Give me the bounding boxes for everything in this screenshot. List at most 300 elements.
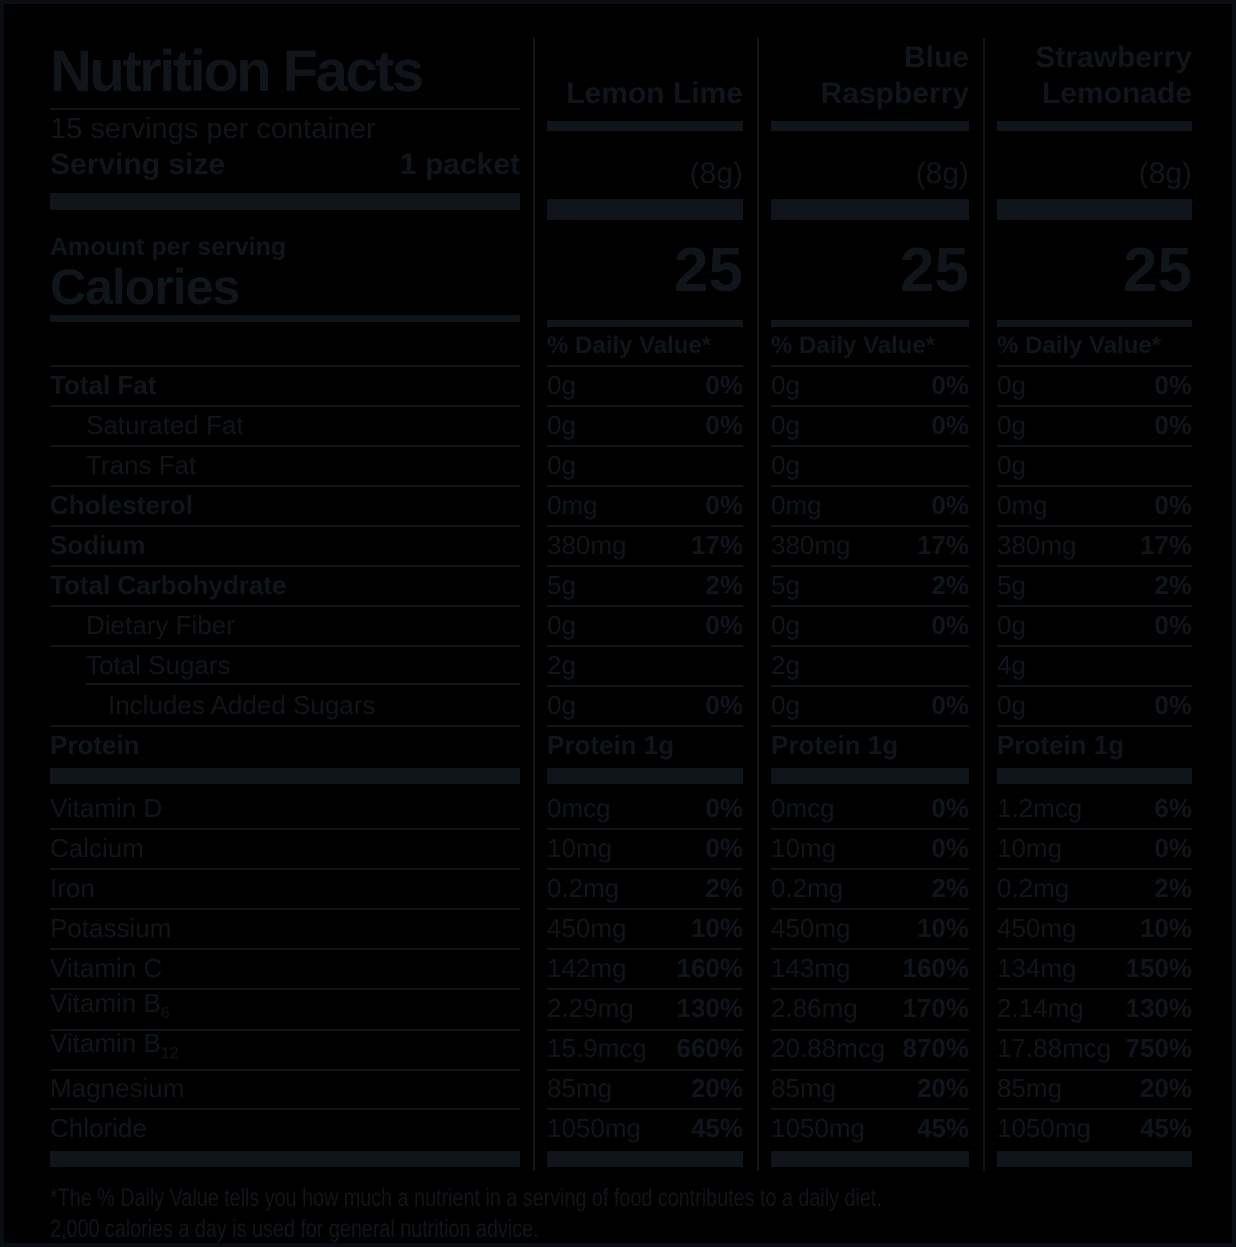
nutrient-label-wrap <box>50 605 520 647</box>
nutrient-value-wrap <box>997 485 1192 527</box>
nutrient-amount: 0mg <box>547 489 598 520</box>
nutrient-value-wrap <box>997 1108 1192 1148</box>
nutrient-amount: 0.2mg <box>771 872 844 903</box>
nutrient-value-cell <box>533 1068 757 1108</box>
nutrient-daily-value: 45% <box>916 1112 969 1143</box>
nutrient-value-wrap <box>547 485 743 527</box>
nutrient-value-cell <box>757 868 983 908</box>
nutrient-value-cell <box>983 828 1192 868</box>
nutrient-row <box>50 788 1192 828</box>
nutrient-label-wrap <box>50 485 520 527</box>
nutrient-label-cell <box>50 868 533 908</box>
nutrient-amount: 142mg <box>547 952 627 983</box>
nutrient-label-wrap <box>50 405 520 447</box>
nutrient-daily-value: 17% <box>916 529 969 560</box>
nutrient-amount: 17.88mcg <box>997 1033 1112 1064</box>
nutrient-row <box>50 828 1192 868</box>
nutrient-amount: 0mcg <box>547 792 611 823</box>
thick-bar <box>547 199 743 220</box>
calories-cell <box>757 226 983 327</box>
nutrient-label-cell <box>50 685 533 725</box>
nutrient-daily-value: 17% <box>690 529 743 560</box>
nutrient-label: Trans Fat <box>86 450 197 480</box>
servings-per-container: 15 servings per container <box>50 113 376 145</box>
nutrient-amount: 450mg <box>771 912 851 943</box>
nutrient-value-cell <box>983 405 1192 445</box>
nutrient-amount: 0g <box>547 409 576 440</box>
nutrient-value-wrap <box>771 485 969 527</box>
nutrient-label-cell <box>50 485 533 525</box>
nutrient-row <box>50 948 1192 988</box>
nutrient-daily-value: 0% <box>931 489 969 520</box>
nutrient-value-wrap <box>997 725 1192 765</box>
nutrient-amount: 0g <box>997 449 1026 480</box>
nutrient-value-wrap <box>547 988 743 1031</box>
flavor-column-strawberry-lemonade <box>983 38 1192 226</box>
nutrient-value-cell <box>757 605 983 645</box>
nutrient-value-wrap <box>547 685 743 727</box>
nutrient-label-wrap <box>50 908 520 950</box>
nutrient-value-cell <box>533 828 757 868</box>
nutrient-label: Total Sugars <box>86 650 231 680</box>
nutrient-daily-value: 750% <box>1125 1033 1192 1064</box>
nutrient-row <box>50 908 1192 948</box>
nutrient-label-wrap <box>50 685 520 727</box>
nutrient-daily-value: 0% <box>1154 689 1192 720</box>
nutrient-value-cell <box>533 605 757 645</box>
nutrient-value-cell <box>983 868 1192 908</box>
nutrient-amount: 10mg <box>547 832 613 863</box>
calories-bar <box>771 320 969 327</box>
nutrient-value-wrap <box>771 685 969 727</box>
nutrient-amount: Protein 1g <box>997 729 1125 760</box>
nutrient-value-cell <box>983 788 1192 828</box>
flavor-name: Strawberry Lemonade <box>1035 41 1192 110</box>
nutrient-value-cell <box>983 525 1192 565</box>
nutrient-value-wrap <box>771 1028 969 1071</box>
nutrient-amount: 2.29mg <box>547 993 634 1024</box>
nutrient-value-cell <box>757 988 983 1029</box>
nutrient-value-wrap <box>547 868 743 910</box>
flavor-column-lemon-lime <box>533 38 757 226</box>
daily-value-header-row <box>50 327 1192 365</box>
nutrient-label: Vitamin C <box>50 953 163 983</box>
nutrient-value-cell <box>983 948 1192 988</box>
thick-bar <box>771 768 969 784</box>
serving-weight: (8g) <box>915 157 969 190</box>
nutrient-value-wrap <box>771 988 969 1031</box>
nutrient-amount: 2.14mg <box>997 993 1084 1024</box>
nutrient-amount: 5g <box>771 569 800 600</box>
nutrient-amount: 0g <box>771 689 800 720</box>
nutrient-label-wrap <box>50 828 520 870</box>
flavor-name-bar <box>997 121 1192 131</box>
nutrient-value-cell <box>983 645 1192 685</box>
nutrient-value-wrap <box>547 828 743 870</box>
footnote <box>50 1183 952 1245</box>
nutrient-value-cell <box>533 868 757 908</box>
nutrient-amount: 2.86mg <box>771 993 858 1024</box>
nutrient-value-wrap <box>547 1068 743 1110</box>
nutrient-value-cell <box>533 485 757 525</box>
nutrient-label-wrap <box>50 988 520 1031</box>
thick-bar <box>997 199 1192 220</box>
separator-cell <box>983 765 1192 788</box>
nutrient-daily-value: 2% <box>1154 872 1192 903</box>
nutrient-daily-value: 0% <box>1154 489 1192 520</box>
serving-size-row <box>50 147 520 183</box>
serving-weight: (8g) <box>1138 157 1192 190</box>
nutrient-value-wrap <box>997 828 1192 870</box>
nutrient-amount: 0mg <box>997 489 1048 520</box>
calories-bar <box>50 315 520 322</box>
nutrient-value-cell <box>533 565 757 605</box>
nutrient-value-cell <box>983 725 1192 765</box>
nutrient-daily-value: 0% <box>1154 609 1192 640</box>
separator-cell <box>50 1148 533 1171</box>
flavor-name-bar <box>547 121 743 131</box>
nutrient-label-wrap <box>50 365 520 407</box>
separator-cell <box>983 1148 1192 1171</box>
nutrient-amount: 0.2mg <box>997 872 1070 903</box>
nutrient-label: Total Fat <box>50 370 157 400</box>
thick-bar <box>50 768 520 784</box>
nutrient-value-cell <box>757 445 983 485</box>
section-separator <box>50 765 1192 788</box>
nutrient-value-cell <box>983 1028 1192 1069</box>
nutrient-amount: 5g <box>547 569 576 600</box>
daily-value-spacer <box>50 327 533 365</box>
nutrient-row <box>50 988 1192 1028</box>
nutrient-row <box>50 445 1192 485</box>
nutrient-label-cell <box>50 525 533 565</box>
nutrient-row <box>50 725 1192 765</box>
nutrient-label-wrap <box>50 565 520 607</box>
nutrient-amount: 0g <box>997 689 1026 720</box>
serving-weight: (8g) <box>689 157 743 190</box>
nutrient-amount: 1050mg <box>547 1112 641 1143</box>
nutrient-value-wrap <box>997 565 1192 607</box>
nutrient-label-cell <box>50 365 533 405</box>
nutrient-value-wrap <box>547 1028 743 1071</box>
nutrient-daily-value: 160% <box>902 952 969 983</box>
calories-value: 25 <box>1123 236 1192 305</box>
nutrient-daily-value: 160% <box>676 952 743 983</box>
nutrient-row <box>50 605 1192 645</box>
nutrient-value-cell <box>533 645 757 685</box>
nutrient-amount: 0g <box>997 609 1026 640</box>
flavor-name-bar <box>771 121 969 131</box>
thick-bar <box>997 768 1192 784</box>
nutrient-value-cell <box>983 1068 1192 1108</box>
nutrient-amount: 143mg <box>771 952 851 983</box>
nutrient-value-cell <box>757 725 983 765</box>
calories-bar <box>997 320 1192 327</box>
nutrient-value-cell <box>533 988 757 1029</box>
nutrient-value-wrap <box>771 908 969 950</box>
thick-bar <box>50 1151 520 1167</box>
nutrient-amount: 0g <box>547 449 576 480</box>
nutrient-value-cell <box>757 405 983 445</box>
nutrient-value-cell <box>983 445 1192 485</box>
nutrient-daily-value: 2% <box>931 569 969 600</box>
nutrient-row <box>50 1108 1192 1148</box>
nutrient-amount: 380mg <box>771 529 851 560</box>
nutrient-amount: 0g <box>997 369 1026 400</box>
nutrient-row <box>50 565 1192 605</box>
nutrient-value-wrap <box>997 1068 1192 1110</box>
serving-size-value: 1 packet <box>399 148 520 181</box>
nutrient-label-subscript: 6 <box>160 1005 170 1023</box>
nutrient-value-cell <box>533 525 757 565</box>
nutrient-value-cell <box>533 1028 757 1069</box>
nutrient-label: Calcium <box>50 833 144 863</box>
nutrient-amount: 0mcg <box>771 792 835 823</box>
nutrient-label: Chloride <box>50 1113 147 1143</box>
separator-cell <box>533 765 757 788</box>
nutrient-label: Potassium <box>50 913 172 943</box>
nutrient-amount: 134mg <box>997 952 1077 983</box>
nutrient-amount: 380mg <box>547 529 627 560</box>
label-panel <box>4 4 1232 1243</box>
nutrient-value-cell <box>757 1028 983 1069</box>
nutrient-label-cell <box>50 405 533 445</box>
calories-section <box>50 226 1192 327</box>
nutrient-daily-value: 0% <box>931 609 969 640</box>
nutrient-value-cell <box>533 1108 757 1148</box>
nutrient-amount: Protein 1g <box>771 729 899 760</box>
nutrient-value-wrap <box>997 948 1192 990</box>
calories-cell <box>533 226 757 327</box>
separator-cell <box>757 1148 983 1171</box>
thick-bar <box>50 193 520 210</box>
nutrient-amount: 380mg <box>997 529 1077 560</box>
nutrient-value-cell <box>533 788 757 828</box>
nutrient-daily-value: 0% <box>1154 409 1192 440</box>
nutrient-value-wrap <box>771 365 969 407</box>
nutrient-value-cell <box>757 788 983 828</box>
nutrient-value-cell <box>757 948 983 988</box>
nutrient-daily-value: 130% <box>1125 993 1192 1024</box>
nutrient-daily-value: 2% <box>1154 569 1192 600</box>
nutrient-daily-value: 10% <box>1139 912 1192 943</box>
daily-value-header-cell <box>533 327 757 365</box>
nutrient-amount: 85mg <box>997 1072 1063 1103</box>
nutrient-amount: 0g <box>547 369 576 400</box>
nutrient-value-cell <box>533 908 757 948</box>
nutrient-value-wrap <box>547 365 743 407</box>
nutrient-label-cell <box>50 948 533 988</box>
footnote-line-1: *The % Daily Value tells you how much a nutrient in a serving of food contributes to a daily diet. <box>50 1184 882 1212</box>
nutrient-label: Sodium <box>50 530 146 560</box>
nutrient-value-cell <box>757 565 983 605</box>
nutrient-daily-value: 0% <box>705 609 743 640</box>
nutrient-daily-value: 20% <box>916 1072 969 1103</box>
nutrient-value-cell <box>757 525 983 565</box>
separator-cell <box>50 765 533 788</box>
nutrient-label-wrap <box>50 1028 520 1071</box>
nutrient-amount: 0.2mg <box>547 872 620 903</box>
nutrient-amount: 1050mg <box>771 1112 865 1143</box>
nutrient-amount: Protein 1g <box>547 729 675 760</box>
nutrient-value-cell <box>533 365 757 405</box>
nutrient-row <box>50 525 1192 565</box>
daily-value-header-cell <box>757 327 983 365</box>
nutrient-value-wrap <box>997 525 1192 567</box>
nutrient-amount: 0g <box>771 409 800 440</box>
nutrient-label: Vitamin D <box>50 793 163 823</box>
nutrient-daily-value: 0% <box>705 409 743 440</box>
nutrient-value-cell <box>757 1108 983 1148</box>
nutrient-value-wrap <box>771 645 969 687</box>
calories-value: 25 <box>674 236 743 305</box>
nutrient-value-wrap <box>997 605 1192 647</box>
nutrient-row <box>50 868 1192 908</box>
nutrient-value-cell <box>757 908 983 948</box>
nutrient-value-cell <box>983 685 1192 725</box>
nutrient-daily-value: 0% <box>1154 832 1192 863</box>
nutrient-value-wrap <box>771 445 969 487</box>
nutrient-value-wrap <box>547 788 743 830</box>
nutrient-value-wrap <box>997 645 1192 687</box>
nutrient-value-cell <box>983 1108 1192 1148</box>
nutrient-daily-value: 0% <box>931 689 969 720</box>
nutrient-amount: 0g <box>547 689 576 720</box>
nutrient-value-cell <box>533 685 757 725</box>
nutrient-daily-value: 0% <box>931 369 969 400</box>
nutrient-amount: 10mg <box>997 832 1063 863</box>
nutrient-daily-value: 0% <box>705 689 743 720</box>
nutrient-label-wrap <box>50 788 520 830</box>
nutrient-amount: 85mg <box>771 1072 837 1103</box>
nutrient-daily-value: 2% <box>931 872 969 903</box>
nutrient-value-cell <box>983 365 1192 405</box>
nutrient-daily-value: 0% <box>931 409 969 440</box>
nutrient-value-wrap <box>547 525 743 567</box>
thick-bar <box>997 1151 1192 1167</box>
nutrient-label: Magnesium <box>50 1073 185 1103</box>
nutrient-label-cell <box>50 1028 533 1069</box>
nutrient-label-wrap <box>50 1108 520 1148</box>
nutrient-value-wrap <box>547 565 743 607</box>
nutrient-amount: 0g <box>771 369 800 400</box>
nutrient-value-cell <box>533 405 757 445</box>
nutrient-value-wrap <box>771 525 969 567</box>
thick-bar <box>771 1151 969 1167</box>
nutrient-row <box>50 485 1192 525</box>
daily-value-header: % Daily Value* <box>771 327 969 367</box>
nutrient-daily-value: 0% <box>705 792 743 823</box>
nutrient-value-wrap <box>771 868 969 910</box>
calories-label: Calories <box>50 259 240 315</box>
nutrient-value-wrap <box>547 725 743 765</box>
nutrient-amount: 10mg <box>771 832 837 863</box>
nutrient-label-cell <box>50 725 533 765</box>
nutrient-label: Cholesterol <box>50 490 194 520</box>
flavor-column-blue-raspberry <box>757 38 983 226</box>
footnote-line-2: 2,000 calories a day is used for general nutrition advice. <box>50 1215 539 1243</box>
separator-cell <box>757 765 983 788</box>
nutrient-amount: 0g <box>997 409 1026 440</box>
nutrient-label: Vitamin $B_6$ <box>50 988 170 1023</box>
nutrient-value-wrap <box>771 725 969 765</box>
nutrient-label: Includes Added Sugars <box>108 690 376 720</box>
nutrient-row <box>50 1028 1192 1068</box>
nutrient-daily-value: 2% <box>705 569 743 600</box>
nutrient-amount: 450mg <box>547 912 627 943</box>
nutrient-label-subscript: 12 <box>160 1045 179 1063</box>
nutrient-amount: 0g <box>547 609 576 640</box>
nutrient-amount: 85mg <box>547 1072 613 1103</box>
nutrient-daily-value: 0% <box>705 369 743 400</box>
nutrient-row <box>50 1068 1192 1108</box>
nutrient-label: Iron <box>50 873 95 903</box>
calories-cell <box>983 226 1192 327</box>
nutrient-value-wrap <box>547 1108 743 1148</box>
nutrient-value-wrap <box>771 788 969 830</box>
amount-per-serving-label: Amount per serving <box>50 233 287 261</box>
nutrient-value-cell <box>983 565 1192 605</box>
nutrient-amount: 2g <box>547 649 576 680</box>
nutrient-label-cell <box>50 565 533 605</box>
nutrient-amount: 450mg <box>997 912 1077 943</box>
nutrient-value-cell <box>533 445 757 485</box>
thick-bar <box>547 1151 743 1167</box>
nutrient-label: Total Carbohydrate <box>50 570 287 600</box>
nutrient-row <box>50 405 1192 445</box>
nutrient-label: Dietary Fiber <box>86 610 235 640</box>
nutrient-label-wrap <box>50 645 520 685</box>
nutrient-label-wrap <box>50 525 520 567</box>
daily-value-header: % Daily Value* <box>997 327 1192 367</box>
nutrient-value-wrap <box>547 445 743 487</box>
nutrient-amount: 4g <box>997 649 1026 680</box>
nutrient-value-wrap <box>771 828 969 870</box>
rule <box>50 327 520 367</box>
nutrient-value-wrap <box>547 605 743 647</box>
nutrient-value-wrap <box>771 405 969 447</box>
nutrient-value-wrap <box>997 405 1192 447</box>
nutrient-daily-value: 0% <box>705 832 743 863</box>
nutrient-label-cell <box>50 788 533 828</box>
nutrient-daily-value: 10% <box>690 912 743 943</box>
nutrient-value-cell <box>757 1068 983 1108</box>
title-divider <box>50 108 520 110</box>
nutrient-value-wrap <box>771 605 969 647</box>
nutrient-label-wrap <box>50 868 520 910</box>
nutrient-value-cell <box>983 485 1192 525</box>
nutrient-label-cell <box>50 605 533 645</box>
nutrient-label: Protein <box>50 730 140 760</box>
daily-value-header-cell <box>983 327 1192 365</box>
nutrient-value-wrap <box>997 445 1192 487</box>
nutrient-daily-value: 2% <box>705 872 743 903</box>
nutrient-value-cell <box>757 365 983 405</box>
nutrient-value-wrap <box>547 405 743 447</box>
nutrient-value-wrap <box>771 1068 969 1110</box>
nutrient-label-cell <box>50 445 533 485</box>
nutrient-value-wrap <box>771 948 969 990</box>
nutrient-label-wrap <box>50 445 520 487</box>
nutrient-daily-value: 0% <box>1154 369 1192 400</box>
nutrient-amount: 0g <box>771 449 800 480</box>
nutrient-amount: 2g <box>771 649 800 680</box>
header-section <box>50 38 1192 226</box>
nutrient-label-cell <box>50 1068 533 1108</box>
nutrient-value-wrap <box>997 868 1192 910</box>
nutrient-value-wrap <box>771 565 969 607</box>
nutrient-label-cell <box>50 645 533 685</box>
